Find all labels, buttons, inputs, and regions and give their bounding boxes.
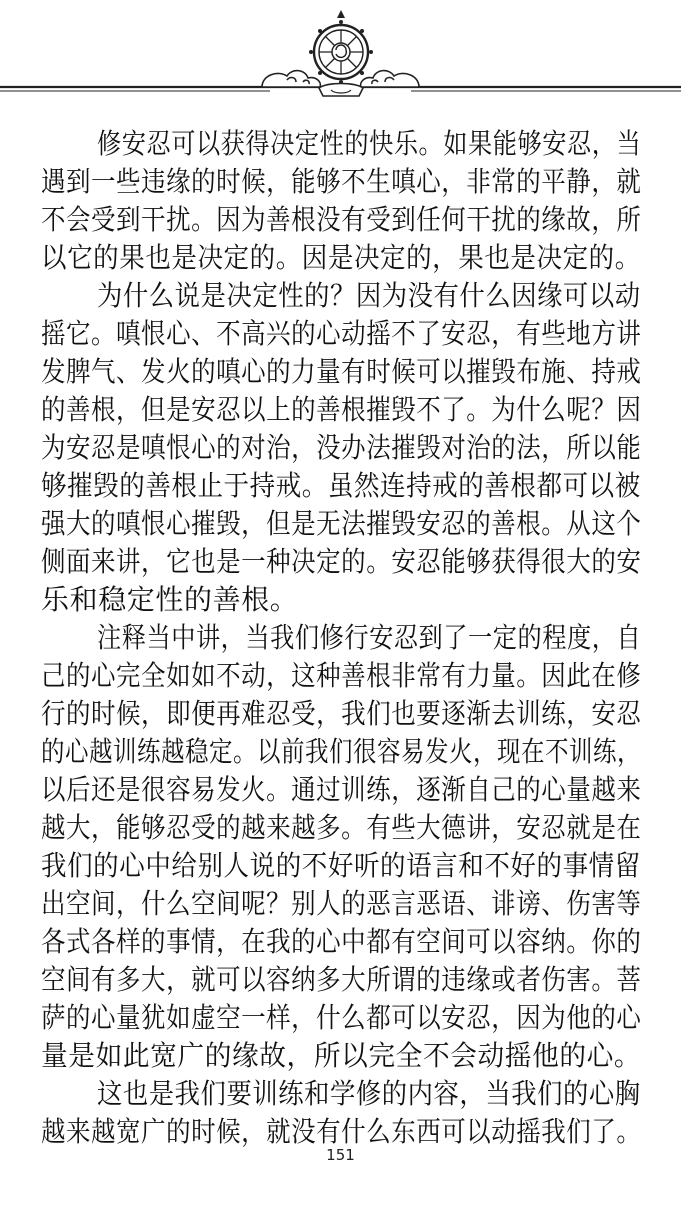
text-line: 遇到一些违缘的时候，能够不生嗔心，非常的平静，就 xyxy=(41,165,642,198)
text-line: 摇它。嗔恨心、不高兴的心动摇不了安忍，有些地方讲 xyxy=(41,317,642,350)
text-line: 量是如此宽广的缘故，所以完全不会动摇他的心。 xyxy=(41,1039,642,1072)
text-line: 我们的心中给别人说的不好听的语言和不好的事情留 xyxy=(41,849,641,882)
text-line: 越大，能够忍受的越来越多。有些大德讲，安忍就是在 xyxy=(41,811,642,844)
text-line: 行的时候，即便再难忍受，我们也要逐渐去训练，安忍 xyxy=(41,697,642,730)
header-ornament xyxy=(0,0,681,110)
text-line: 乐和稳定性的善根。 xyxy=(41,583,299,616)
text-line: 空间有多大，就可以容纳多大所谓的违缘或者伤害。菩 xyxy=(41,963,642,996)
cloud-scroll-right-icon xyxy=(361,71,419,87)
text-line: 以它的果也是决定的。因是决定的，果也是决定的。 xyxy=(41,241,641,274)
text-line: 发脾气、发火的嗔心的力量有时候可以摧毁布施、持戒 xyxy=(41,355,642,388)
text-line: 己的心完全如如不动，这种善根非常有力量。因此在修 xyxy=(41,659,642,692)
text-line: 出空间，什么空间呢？别人的恶言恶语、诽谤、伤害等 xyxy=(41,887,642,920)
text-line: 侧面来讲，它也是一种决定的。安忍能够获得很大的安 xyxy=(41,545,642,578)
text-line: 这也是我们要训练和学修的内容，当我们的心胸 xyxy=(97,1077,641,1110)
text-line: 以后还是很容易发火。通过训练，逐渐自己的心量越来 xyxy=(41,773,642,806)
text-line: 的心越训练越稳定。以前我们很容易发火，现在不训练， xyxy=(41,735,642,768)
text-line: 注释当中讲，当我们修行安忍到了一定的程度，自 xyxy=(97,621,642,654)
text-line: 的善根，但是安忍以上的善根摧毁不了。为什么呢？因 xyxy=(41,393,642,426)
text-line: 强大的嗔恨心摧毁，但是无法摧毁安忍的善根。从这个 xyxy=(41,507,642,540)
text-line: 不会受到干扰。因为善根没有受到任何干扰的缘故，所 xyxy=(41,203,642,236)
text-line: 修安忍可以获得决定性的快乐。如果能够安忍，当 xyxy=(97,127,642,160)
text-line: 萨的心量犹如虚空一样，什么都可以安忍，因为他的心 xyxy=(41,1001,642,1034)
page-number: 151 xyxy=(326,1146,355,1164)
text-line: 为安忍是嗔恨心的对治，没办法摧毁对治的法，所以能 xyxy=(41,431,642,464)
text-line: 够摧毁的善根止于持戒。虽然连持戒的善根都可以被 xyxy=(41,469,641,502)
text-line: 各式各样的事情，在我的心中都有空间可以容纳。你的 xyxy=(41,925,642,958)
text-line: 为什么说是决定性的？因为没有什么因缘可以动 xyxy=(97,279,641,312)
cloud-scroll-left-icon xyxy=(262,71,320,87)
text-line: 越来越宽广的时候，就没有什么东西可以动摇我们了。 xyxy=(41,1115,642,1148)
